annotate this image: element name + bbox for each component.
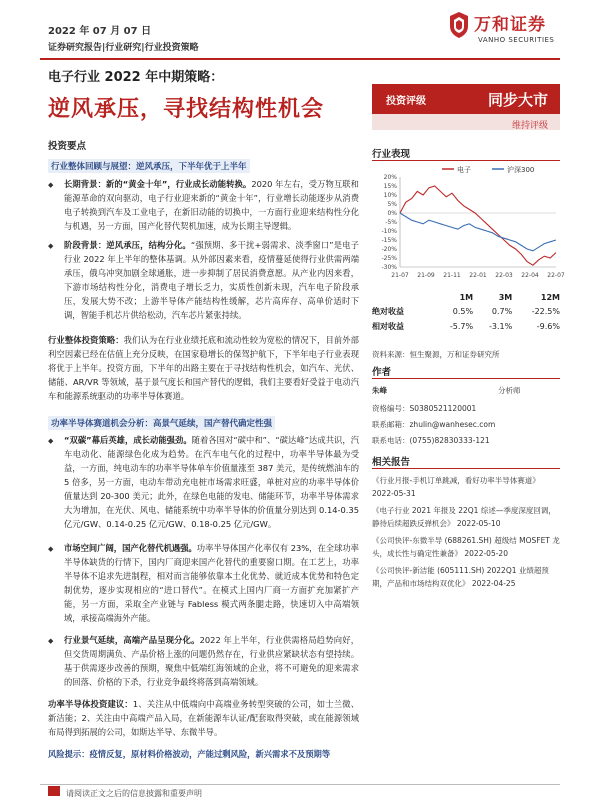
bullet-diamond-icon: ◆ bbox=[48, 437, 54, 445]
bullet-diamond-icon: ◆ bbox=[48, 637, 54, 645]
logo-mark-icon bbox=[448, 12, 470, 38]
section-tag-review: 行业整体回顾与展望：逆风承压，下半年优于上半年 bbox=[48, 159, 250, 173]
x-tick-label: 22-03 bbox=[495, 272, 513, 279]
related-report-link[interactable]: 《公司快评-东微半导 (688261.SH) 超级结 MOSFET 龙头，成长性与确定性兼备》 2022-05-20 bbox=[372, 536, 560, 558]
perf-cell: -9.6% bbox=[536, 322, 560, 331]
key-points-heading: 投资要点 bbox=[48, 141, 87, 152]
perf-row-absolute bbox=[372, 304, 560, 319]
phone-value: (0755)82830333-121 bbox=[409, 436, 490, 445]
bullet-long-term bbox=[64, 177, 359, 233]
email-row bbox=[372, 418, 495, 431]
y-tick-label: 5% bbox=[387, 201, 397, 208]
y-tick-label: -5% bbox=[385, 219, 397, 226]
bullet-text: “强预期、多干扰+弱需求、淡季窗口”是电子行业 2022 年上半年的整体基调。从外部因素来看，疫情蔓延使得行业供需两端承压，俄乌冲突加剧全球通胀，进一步抑制了居民消费意愿。从产业内因来看，下游市场结构性分化，消费电子增长乏力，实质性创新未现，汽车电子阶段承压，发展大势不改；上游半导体产能结构性缓解，芯片高库存、高单价适时下调，智能手机芯片供给松动，汽车芯片紧张持续。 bbox=[64, 240, 359, 320]
report-date: 2022 年 07 月 07 日 bbox=[48, 26, 152, 37]
investment-advice bbox=[48, 697, 359, 739]
rating-box bbox=[372, 84, 560, 134]
x-tick-label: 21-07 bbox=[391, 272, 409, 279]
perf-cell: -22.5% bbox=[531, 307, 560, 316]
section-tag-power bbox=[48, 411, 275, 430]
bullet-dual-carbon bbox=[64, 433, 359, 531]
bullet-prosperity bbox=[64, 633, 359, 689]
footer-divider bbox=[40, 784, 560, 785]
author-role: 分析师 bbox=[498, 386, 521, 395]
perf-cell: -3.1% bbox=[489, 322, 513, 331]
cert-row bbox=[372, 402, 476, 415]
bullet-text: 2020 年左右，受万物互联和能源革命的双向驱动，电子行业迎来新的“黄金十年”，行业增长动能逐步从消费电子转换到汽车及工业电子，在新旧动能的切换中，一方面行业迎来结构性分化与机遇，另一方面，国产化替代契机加速，成为长期主导逻辑。 bbox=[64, 179, 359, 231]
perf-header-cell bbox=[372, 291, 434, 304]
phone-label: 联系电话： bbox=[372, 436, 410, 445]
logo-text-en: VANHO SECURITIES bbox=[478, 36, 555, 44]
footer-disclaimer: 请阅读正文之后的信息披露和重要声明 bbox=[66, 789, 202, 798]
perf-header-row bbox=[372, 291, 560, 304]
related-report-link[interactable]: 《行业月报-手机订单跳减，看好功率半导体赛道》 2022-05-31 bbox=[372, 476, 540, 498]
email-label: 联系邮箱： bbox=[372, 420, 410, 429]
related-list bbox=[372, 474, 560, 590]
rating-label: 投资评级 bbox=[386, 96, 426, 107]
perf-header-cell: 3M bbox=[498, 293, 513, 302]
y-tick-label: -15% bbox=[381, 237, 397, 244]
perf-cell: -5.7% bbox=[449, 322, 474, 331]
y-tick-label: 15% bbox=[383, 183, 397, 190]
risk-text: 疫情反复，原材料价格波动，产能过剩风险，新兴需求不及预期等 bbox=[89, 749, 331, 759]
report-subtitle: 电子行业 2022 年中期策略： bbox=[48, 70, 224, 85]
legend-label: 电子 bbox=[457, 166, 471, 174]
legend-label: 沪深300 bbox=[507, 166, 535, 174]
bullet-lead: 阶段背景：逆风承压，结构分化。 bbox=[64, 240, 191, 250]
perf-cell: 相对收益 bbox=[372, 322, 404, 331]
performance-rule bbox=[372, 160, 560, 161]
bullet-text: 功率半导体国产化率仅有 23%，在全球功率半导体缺货的行情下，国内厂商迎来国产化替代的重要窗口期。在工艺上，功率半导体不追求先进制程，相对而言能够依靠本土化优势、就近成本优势和特色定制优势，逐步实现相应的“进口替代”。在模式上国内厂商一方面扩充加紧扩产能，另一方面，采取全产业链与 Fabless 模式两条腿走路，快速切入中高端领域，承接高端海外产能。 bbox=[64, 543, 359, 623]
performance-heading: 行业表现 bbox=[372, 149, 411, 160]
logo-text-cn: 万和证券 bbox=[474, 15, 546, 35]
x-tick-label: 22-07 bbox=[547, 272, 565, 279]
performance-table bbox=[372, 291, 560, 334]
company-logo bbox=[448, 10, 568, 50]
cert-label: 资格编号： bbox=[372, 404, 410, 413]
bullet-lead: 长期背景：新的“黄金十年”，行业成长动能转换。 bbox=[64, 179, 252, 189]
related-heading: 相关报告 bbox=[372, 457, 411, 468]
left-column bbox=[48, 154, 358, 173]
bullet-lead: 行业景气延续，高端产品呈现分化。 bbox=[64, 635, 200, 645]
risk-lead: 风险提示： bbox=[48, 749, 90, 759]
advice-text: 1、关注从中低端向中高端业务转型突破的公司，如士兰微、新洁能；2、关注由中高端产品入局，在新能源车认证/配套取得突破，或在能源领域布局得到拓展的公司，如斯达半导、东微半导。 bbox=[48, 699, 359, 737]
strategy-lead: 行业整体投资策略： bbox=[48, 335, 124, 345]
section-tag-label: 功率半导体赛道机会分析：高景气延续，国产替代确定性强 bbox=[48, 416, 275, 430]
bullet-diamond-icon: ◆ bbox=[48, 545, 54, 553]
bullet-diamond-icon: ◆ bbox=[48, 242, 54, 250]
perf-header-cell: 12M bbox=[540, 293, 560, 302]
bullet-lead: 市场空间广阔，国产化替代机遇强。 bbox=[64, 543, 197, 553]
risk-warning bbox=[48, 747, 359, 761]
author-name: 朱峰 bbox=[372, 386, 387, 395]
x-tick-label: 22-01 bbox=[469, 272, 487, 279]
data-source: 资料来源：恒生聚源，万和证券研究所 bbox=[372, 350, 500, 359]
bullet-market-space bbox=[64, 541, 359, 625]
strategy-text: 我们认为在行业业绩托底和流动性较为宽松的情况下，目前外部利空因素已经在估值上充分反映，在国家稳增长的保驾护航下，下半年电子行业表现将优于上半年。投资方面，下半年的出路主要在于寻找结构性机会，如汽车、光伏、储能、AR/VR 等领域，基于景气度长和国产替代的逻辑，我们主要看好受益于电动汽车和能源系统驱动的功率半导体赛道。 bbox=[48, 335, 359, 401]
related-report-link[interactable]: 《公司快评-新洁能 (605111.SH) 2022Q1 业绩超预期，产品和市场结构双优化》 2022-04-25 bbox=[372, 566, 549, 588]
author-rule bbox=[372, 378, 560, 379]
header-divider bbox=[40, 58, 560, 60]
y-tick-label: -20% bbox=[381, 246, 397, 253]
perf-cell: 0.7% bbox=[491, 307, 513, 316]
rating-value: 同步大市 bbox=[487, 91, 548, 109]
bullet-text: 随着各国对“碳中和”、“碳达峰”达成共识，汽车电动化、能源绿色化成为趋势。在汽车电气化的过程中，功率半导体最为受益，一方面，纯电动车的功率半导体单车价值量涨至 387 美元，是传统燃油车的 5 倍多，另一方面，电动车带动充电桩市场需求旺盛，单桩对应的功率半导体价值量达到 20-300 美元；此外，在绿色电能的发电、储能环节，功率半导体需求大为增加，在光伏、风电、储能系统中功率半导体的价值量分别达到 0.14-0.35 亿元/GW、0.14-0.25 亿元/GW、0.18-0.25 亿元/GW。 bbox=[64, 435, 359, 529]
author-heading: 作者 bbox=[372, 367, 392, 378]
x-tick-label: 21-11 bbox=[443, 272, 461, 279]
perf-header-cell: 1M bbox=[459, 293, 474, 302]
x-tick-label: 21-09 bbox=[417, 272, 435, 279]
email-link[interactable]: zhulin@wanhesec.com bbox=[409, 420, 496, 429]
book-icon bbox=[48, 786, 60, 796]
series-line bbox=[400, 186, 556, 265]
y-tick-label: 10% bbox=[383, 192, 397, 199]
bullet-lead: “双碳”幕后英雄，成长动能强劲。 bbox=[64, 435, 192, 445]
rating-note: 维持评级 bbox=[511, 121, 548, 131]
related-report-link[interactable]: 《电子行业 2021 年报及 22Q1 综述—季度深度回调，静待后续超跌反弹机会》 2022-05-10 bbox=[372, 506, 556, 528]
perf-cell: 0.5% bbox=[452, 307, 474, 316]
advice-lead: 功率半导体投资建议： bbox=[48, 699, 133, 709]
report-title: 逆风承压，寻找结构性机会 bbox=[48, 97, 325, 122]
y-tick-label: 0% bbox=[387, 210, 397, 217]
performance-chart bbox=[372, 163, 565, 283]
series-line bbox=[400, 213, 556, 251]
bullet-text: 2022 年上半年，行业供需格局趋势向好，但交货周期满负、产品价格上涨的问题仍然存在，行业供应紧缺状态有望持续。基于供需逐步改善的预期，聚焦中低端红海领域的企业，将不可避免的迎来需求的回落、价格的下杀，行业竞争最终将落到高端领域。 bbox=[64, 635, 359, 687]
cert-value: S0380521120001 bbox=[409, 404, 477, 413]
industry-strategy bbox=[48, 333, 359, 403]
bullet-diamond-icon: ◆ bbox=[48, 181, 54, 189]
report-type: 证券研究报告|行业研究|行业投资策略 bbox=[48, 43, 199, 53]
y-tick-label: -10% bbox=[381, 228, 397, 235]
y-tick-label: -25% bbox=[381, 255, 397, 262]
phone-row bbox=[372, 434, 490, 447]
perf-cell: 绝对收益 bbox=[372, 307, 404, 316]
perf-row-relative bbox=[372, 319, 560, 334]
x-tick-label: 22-04 bbox=[521, 272, 539, 279]
related-rule bbox=[372, 468, 560, 469]
y-tick-label: 20% bbox=[383, 174, 397, 181]
y-tick-label: -30% bbox=[381, 264, 397, 271]
bullet-stage bbox=[64, 238, 359, 322]
